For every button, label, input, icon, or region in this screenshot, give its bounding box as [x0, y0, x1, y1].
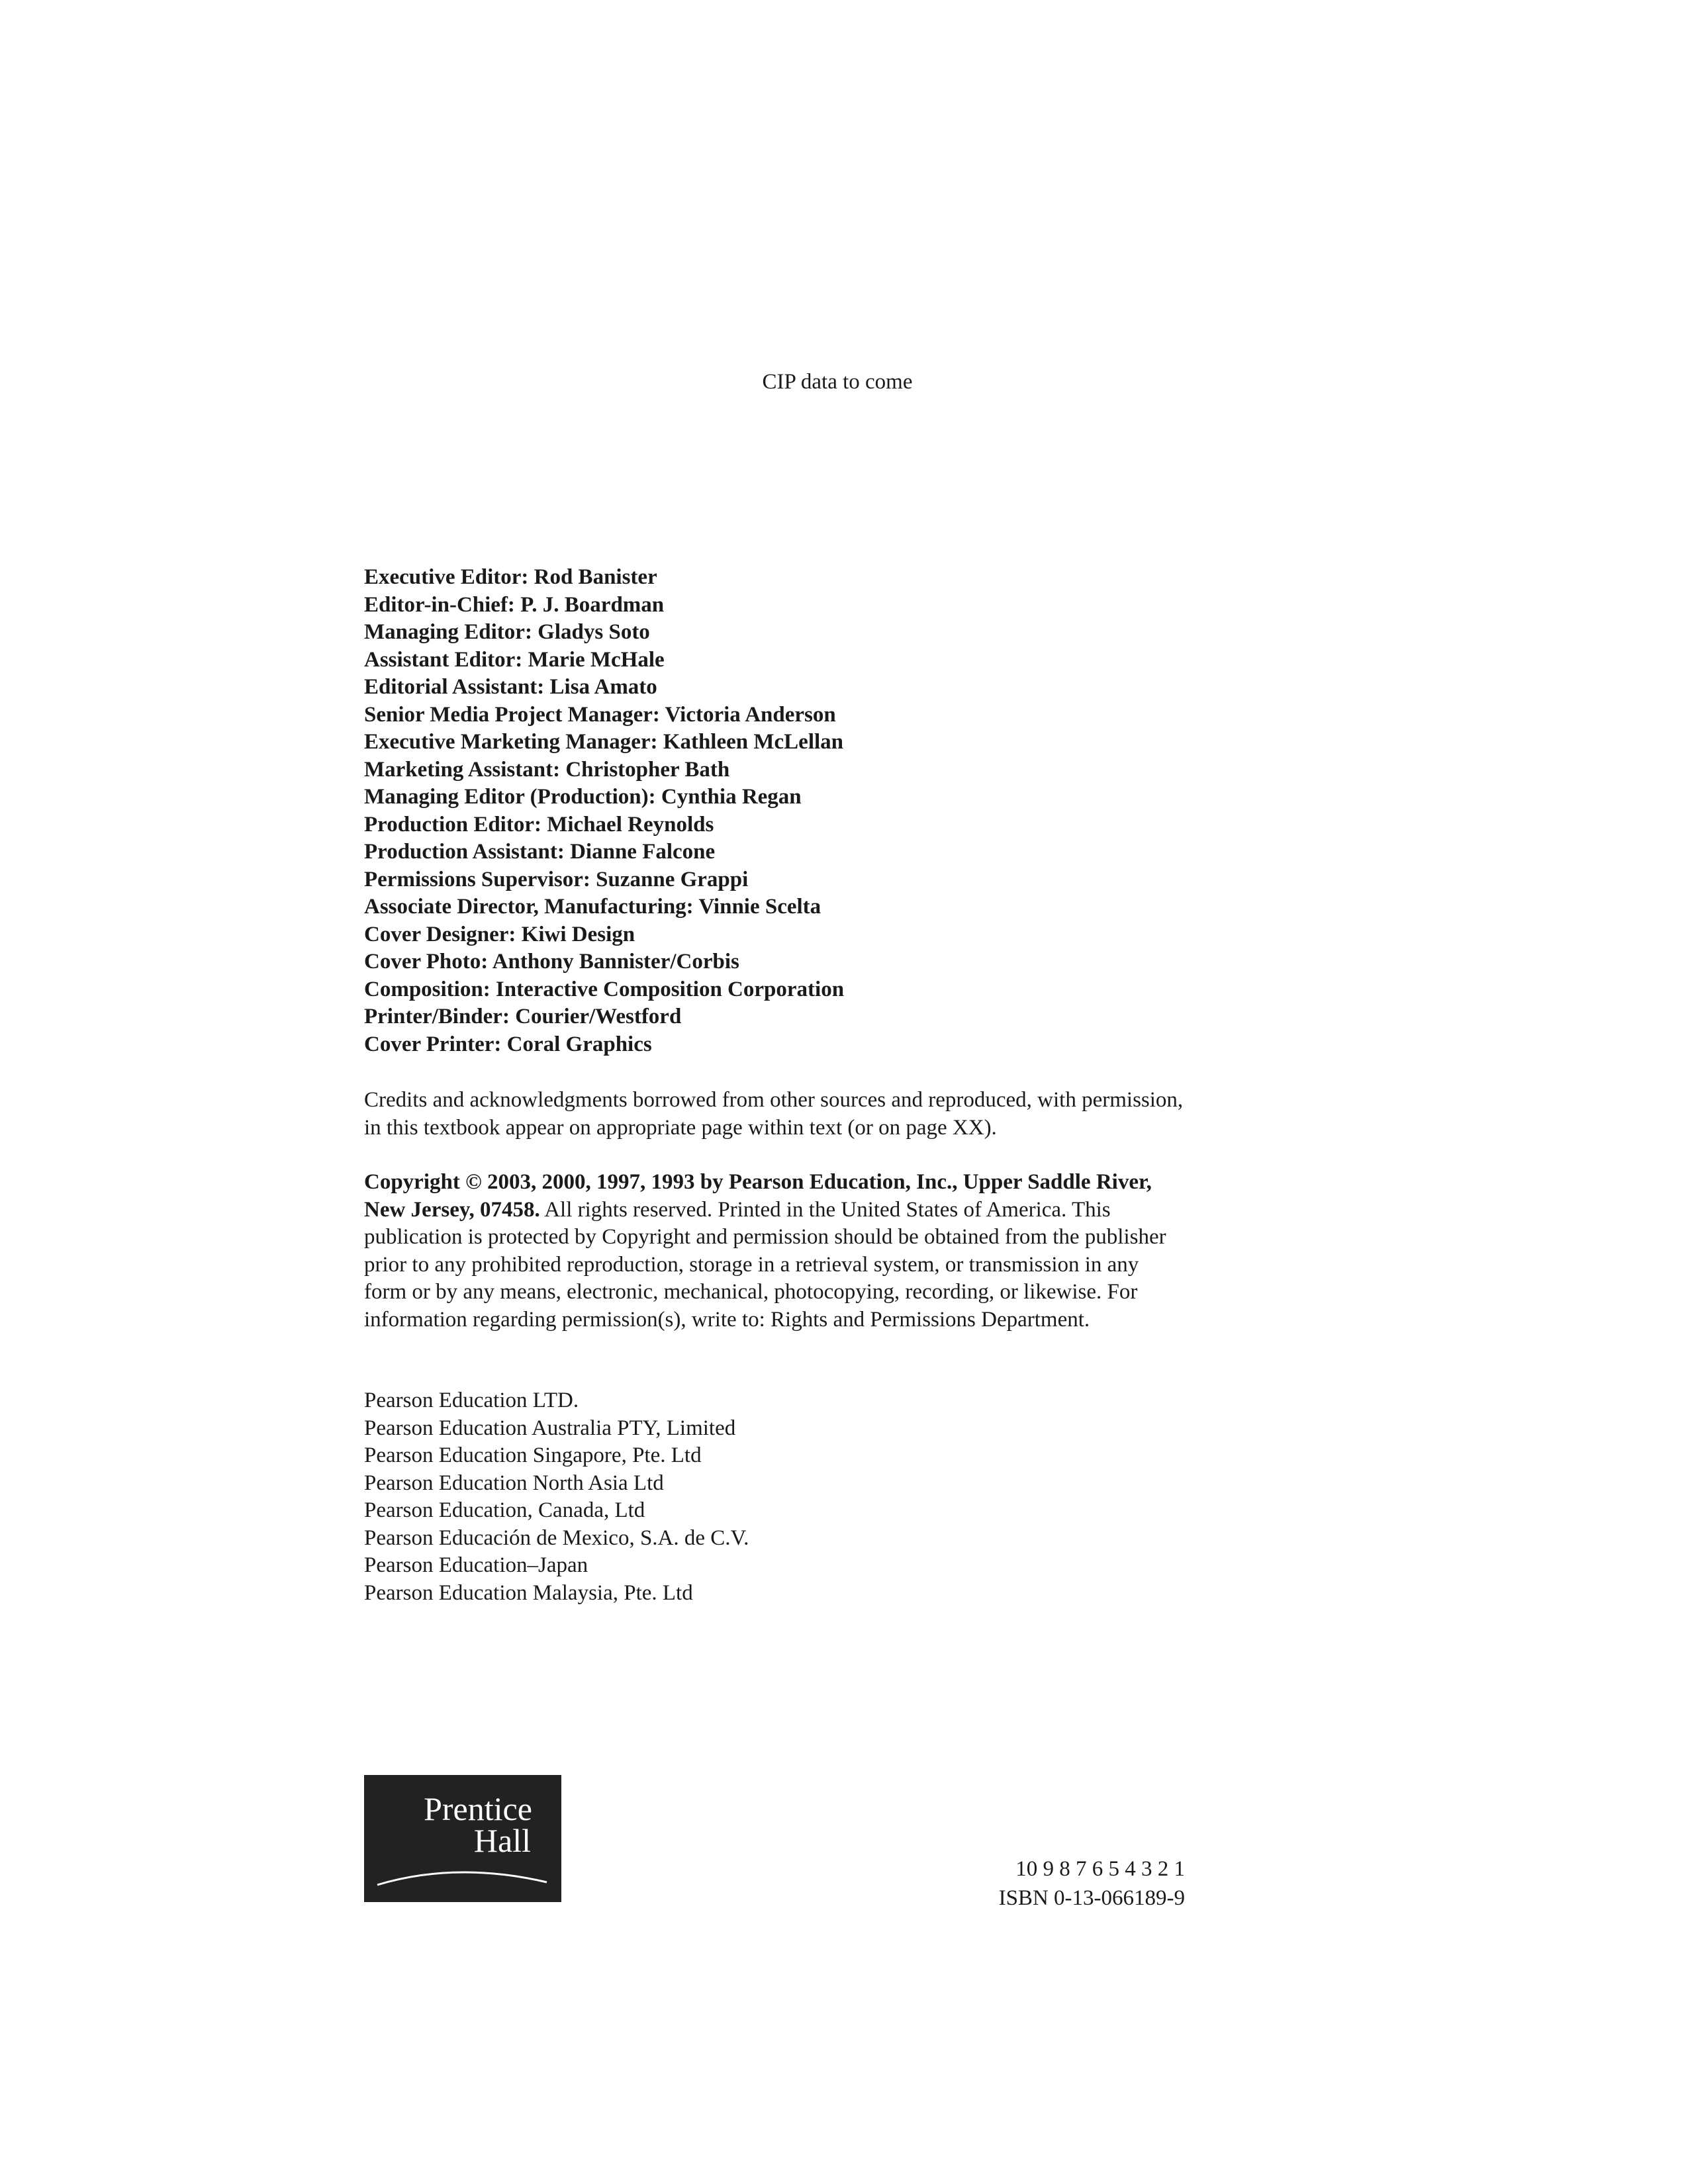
credit-line: Associate Director, Manufacturing: Vinnie Scelta	[364, 895, 821, 919]
credit-line: Executive Editor: Rod Banister	[364, 565, 657, 589]
office-line: Pearson Education Australia PTY, Limited	[364, 1416, 736, 1440]
swoosh-icon	[377, 1872, 547, 1885]
prentice-hall-logo-mark	[364, 1775, 561, 1902]
printing-number-line: 10 9 8 7 6 5 4 3 2 1	[1015, 1857, 1185, 1881]
copyright-paragraph	[364, 1169, 1185, 1334]
logo-line1: Prentice	[424, 1790, 532, 1827]
office-line: Pearson Education Singapore, Pte. Ltd	[364, 1443, 702, 1467]
pearson-offices	[364, 1387, 1185, 1607]
credit-line: Managing Editor (Production): Cynthia Regan	[364, 785, 802, 809]
logo-line2: Hall	[473, 1822, 531, 1859]
acknowledgments-paragraph: Credits and acknowledgments borrowed from other sources and reproduced, with permission, in this textbook appear on appropriate page within text (or on page XX).	[364, 1088, 1184, 1140]
credit-line: Managing Editor: Gladys Soto	[364, 620, 650, 644]
copyright-statement: Copyright © 2003, 2000, 1997, 1993 by Pearson Education, Inc., Upper Saddle River, New Jersey, 07458.	[364, 1170, 1152, 1222]
credit-line: Production Editor: Michael Reynolds	[364, 812, 714, 837]
credit-line: Executive Marketing Manager: Kathleen McLellan	[364, 730, 844, 754]
credit-line: Marketing Assistant: Christopher Bath	[364, 757, 730, 782]
credit-line: Editor-in-Chief: P. J. Boardman	[364, 592, 665, 617]
office-line: Pearson Education North Asia Ltd	[364, 1471, 664, 1495]
cip-text: CIP data to come	[762, 370, 913, 394]
credit-line: Cover Designer: Kiwi Design	[364, 922, 635, 946]
credit-line: Production Assistant: Dianne Falcone	[364, 840, 716, 864]
copyright-body: All rights reserved. Printed in the United States of America. This publication is protected by Copyright and permission should be obtained from the publisher prior to any prohibited reproduction, storage in a retrieval system, or transmission in any form or by any means, electronic, mechanical, photocopying, recording, or likewise. For information regarding permission(s), write to: Rights and Permissions Department.	[364, 1197, 1166, 1332]
credit-line: Senior Media Project Manager: Victoria Anderson	[364, 702, 836, 727]
credit-line: Cover Printer: Coral Graphics	[364, 1032, 652, 1056]
credit-line: Printer/Binder: Courier/Westford	[364, 1005, 682, 1028]
prentice-hall-logo	[364, 1775, 561, 1902]
office-line: Pearson Educación de Mexico, S.A. de C.V.	[364, 1525, 749, 1550]
credit-line: Composition: Interactive Composition Corporation	[364, 977, 845, 1001]
credit-line: Permissions Supervisor: Suzanne Grappi	[364, 867, 749, 891]
office-line: Pearson Education Malaysia, Pte. Ltd	[364, 1580, 693, 1605]
credit-line: Editorial Assistant: Lisa Amato	[364, 675, 657, 699]
print-info	[861, 1854, 1185, 1913]
office-line: Pearson Education–Japan	[364, 1553, 588, 1577]
credit-line: Assistant Editor: Marie McHale	[364, 647, 665, 672]
isbn: ISBN 0-13-066189-9	[998, 1886, 1185, 1910]
credit-line: Cover Photo: Anthony Bannister/Corbis	[364, 950, 739, 974]
office-line: Pearson Education, Canada, Ltd	[364, 1498, 645, 1522]
office-line: Pearson Education LTD.	[364, 1388, 579, 1412]
production-credits	[364, 564, 1185, 1058]
cip-notice	[0, 368, 1688, 396]
